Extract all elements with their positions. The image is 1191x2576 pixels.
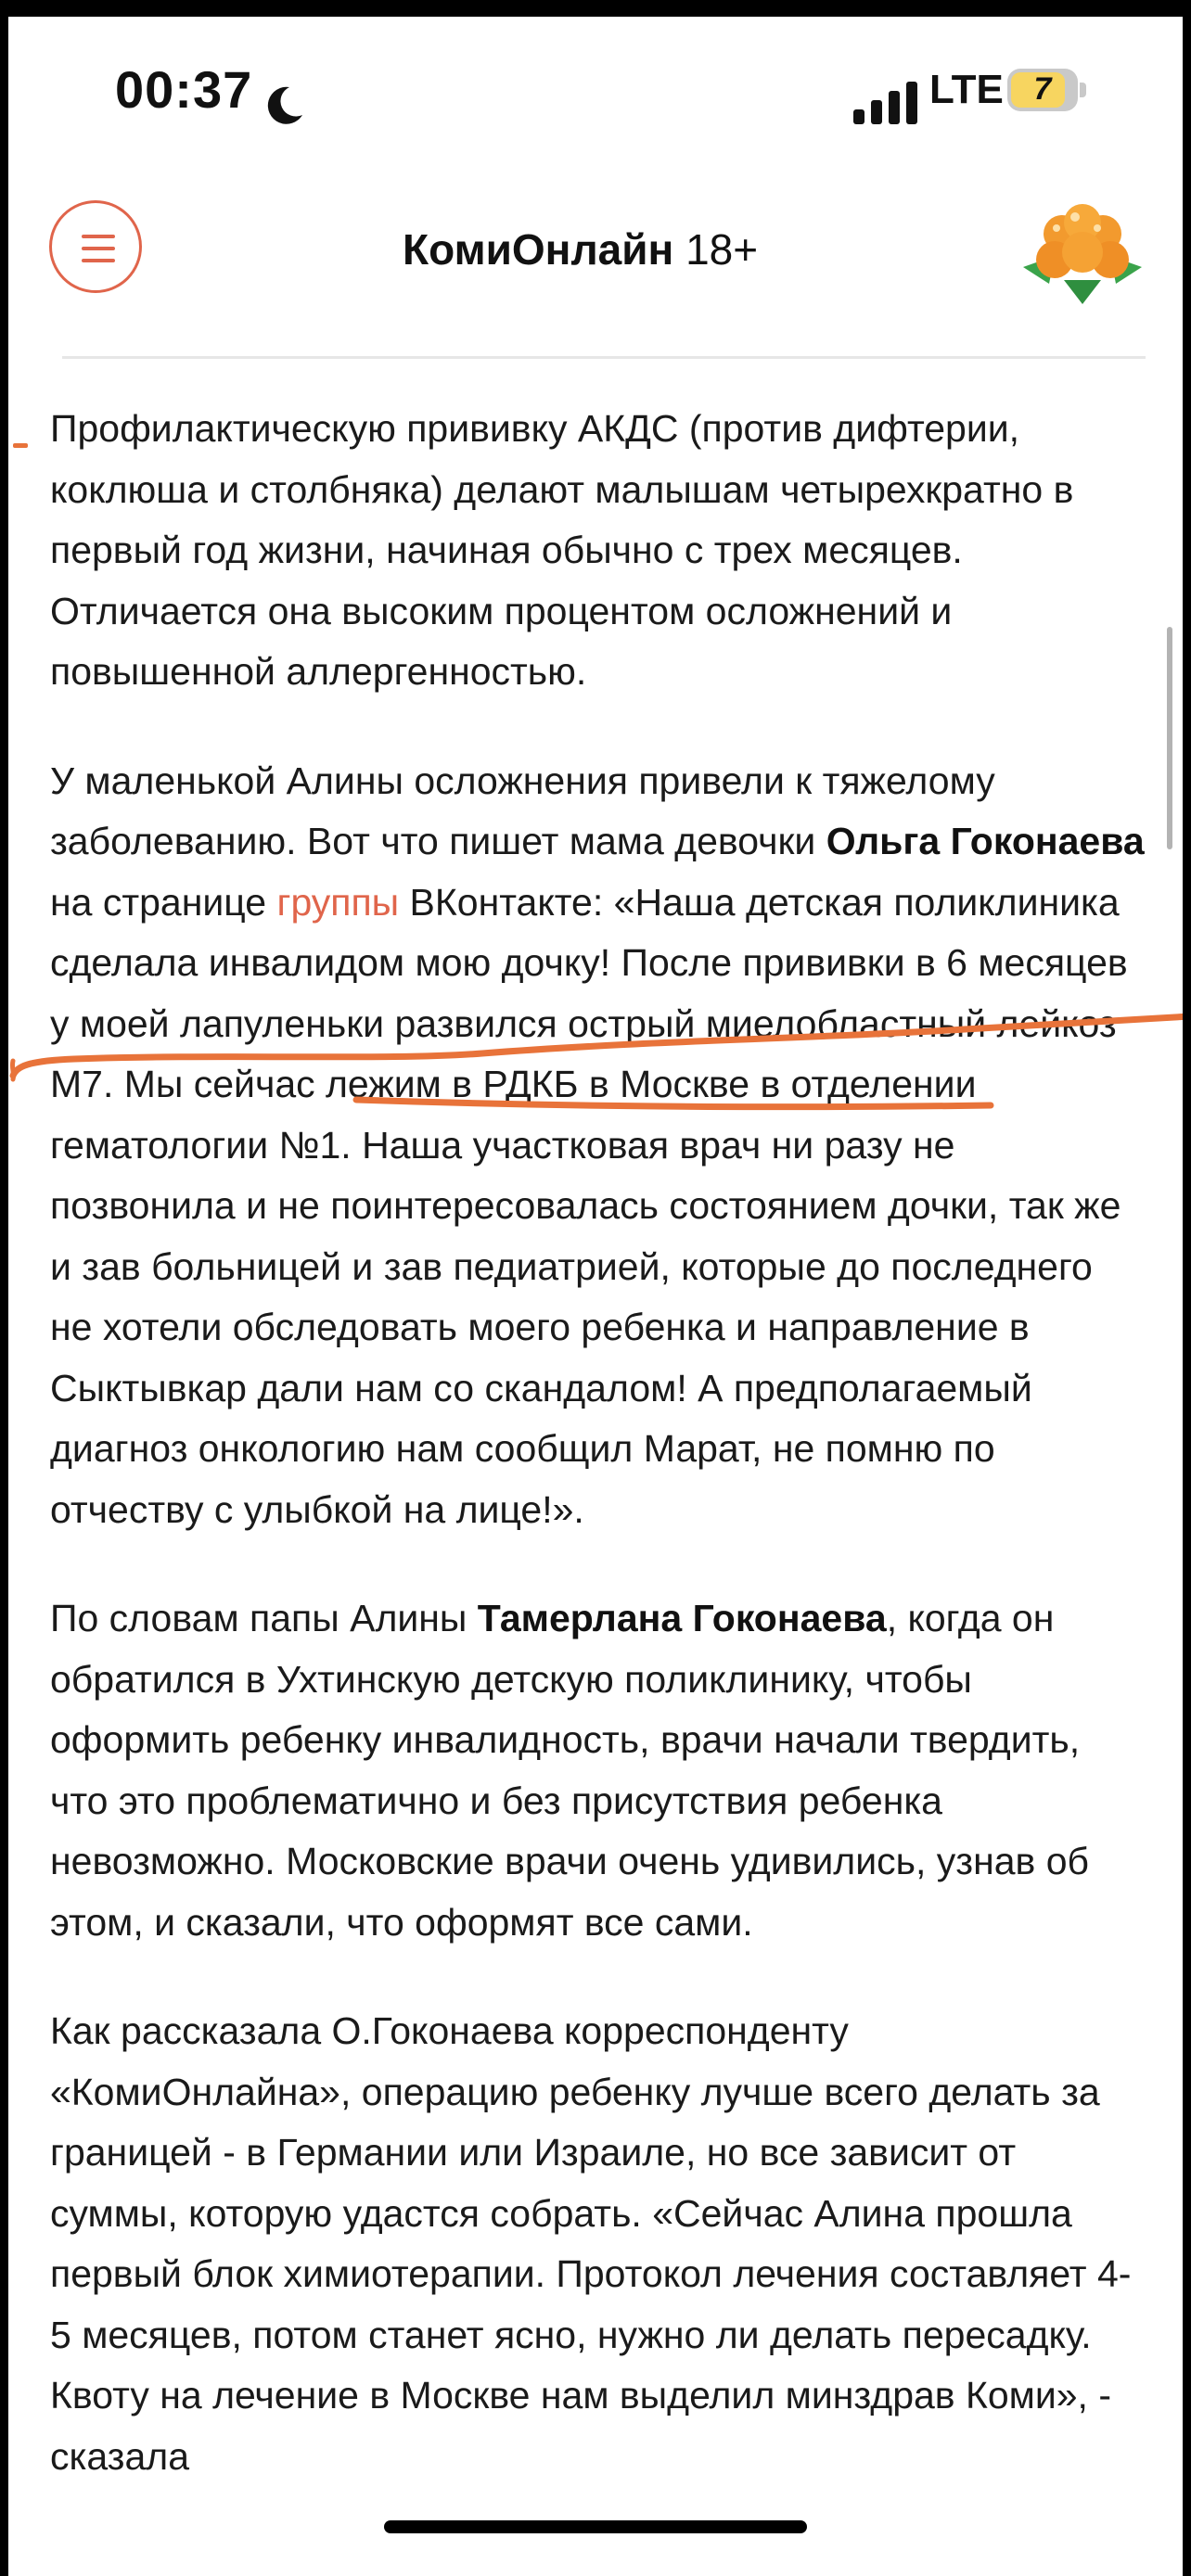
person-name: Ольга Гоконаева bbox=[826, 820, 1145, 862]
scrollbar[interactable] bbox=[1167, 627, 1172, 849]
age-rating: 18+ bbox=[685, 225, 759, 274]
article-paragraph: Профилактическую прививку АКДС (против дифтерии, коклюша и столбняка) делают малышам четырехкратно в первый год жизни, начиная обычно с трех месяцев. Отличается она высоким процентом осложнений и повышенной аллергенностью. bbox=[50, 407, 1074, 693]
site-title[interactable] bbox=[403, 224, 758, 274]
site-name: КомиОнлайн bbox=[403, 225, 674, 274]
signal-icon bbox=[853, 82, 918, 124]
hamburger-icon-line bbox=[82, 247, 115, 250]
device-frame-left bbox=[0, 0, 8, 2576]
group-link[interactable]: группы bbox=[276, 880, 400, 924]
site-header bbox=[8, 156, 1183, 358]
home-indicator[interactable] bbox=[384, 2520, 807, 2533]
moon-icon bbox=[262, 83, 306, 128]
hamburger-icon-line bbox=[82, 235, 115, 238]
side-marker bbox=[13, 443, 28, 448]
battery-level: 7 bbox=[1033, 71, 1052, 107]
network-type: LTE bbox=[929, 67, 1004, 112]
article-paragraph: У маленькой Алины осложнения привели к тяжелому заболеванию. Вот что пишет мама девочки Ольга Гоконаева на странице группы ВКонтакте: «Наша детская поликлиника сделала инвалидом мою дочку! После прививки в 6 месяцев у моей лапуленьки развился острый миелобластный лейкоз М7. Мы сейчас лежим в РДКБ в Москве в отделении гематологии №1. Наша участковая врач ни разу не позвонила и не поинтересовалась состоянием дочки, так же и зав больницей и зав педиатрией, которые до последнего не хотели обследовать моего ребенка и направление в Сыктывкар дали нам со скандалом! А предполагаемый диагноз онкологию нам сообщил Марат, не помню по отчеству с улыбкой на лице!». bbox=[50, 759, 1145, 1531]
person-name: Тамерлана Гоконаева bbox=[477, 1597, 887, 1639]
battery-icon bbox=[1007, 69, 1087, 111]
header-divider bbox=[62, 356, 1146, 359]
article-paragraph: По словам папы Алины Тамерлана Гоконаева, когда он обратился в Ухтинскую детскую поликлинику, чтобы оформить ребенку инвалидность, врачи начали твердить, что это проблематично и без присутствия ребенка невозможно. Московские врачи очень удивились, узнав об этом, и сказали, что оформят все сами. bbox=[50, 1597, 1089, 1944]
device-frame-top bbox=[0, 0, 1191, 17]
article-paragraph: Как рассказала О.Гоконаева корреспонденту «КомиОнлайна», операцию ребенку лучше всего делать за границей - в Германии или Израиле, но все зависит от суммы, которую удастся собрать. «Сейчас Алина прошла первый блок химиотерапии. Протокол лечения составляет 4-5 месяцев, потом станет ясно, нужно ли делать пересадку. Квоту на лечение в Москве нам выделил минздрав Коми», - сказала bbox=[50, 2009, 1132, 2478]
status-bar bbox=[0, 17, 1191, 156]
cloudberry-logo-icon[interactable] bbox=[1018, 195, 1147, 306]
article-body bbox=[50, 399, 1145, 2535]
hamburger-icon-line bbox=[82, 259, 115, 262]
status-time: 00:37 bbox=[115, 60, 253, 119]
device-frame-right bbox=[1183, 0, 1191, 2576]
menu-button[interactable] bbox=[49, 200, 142, 293]
